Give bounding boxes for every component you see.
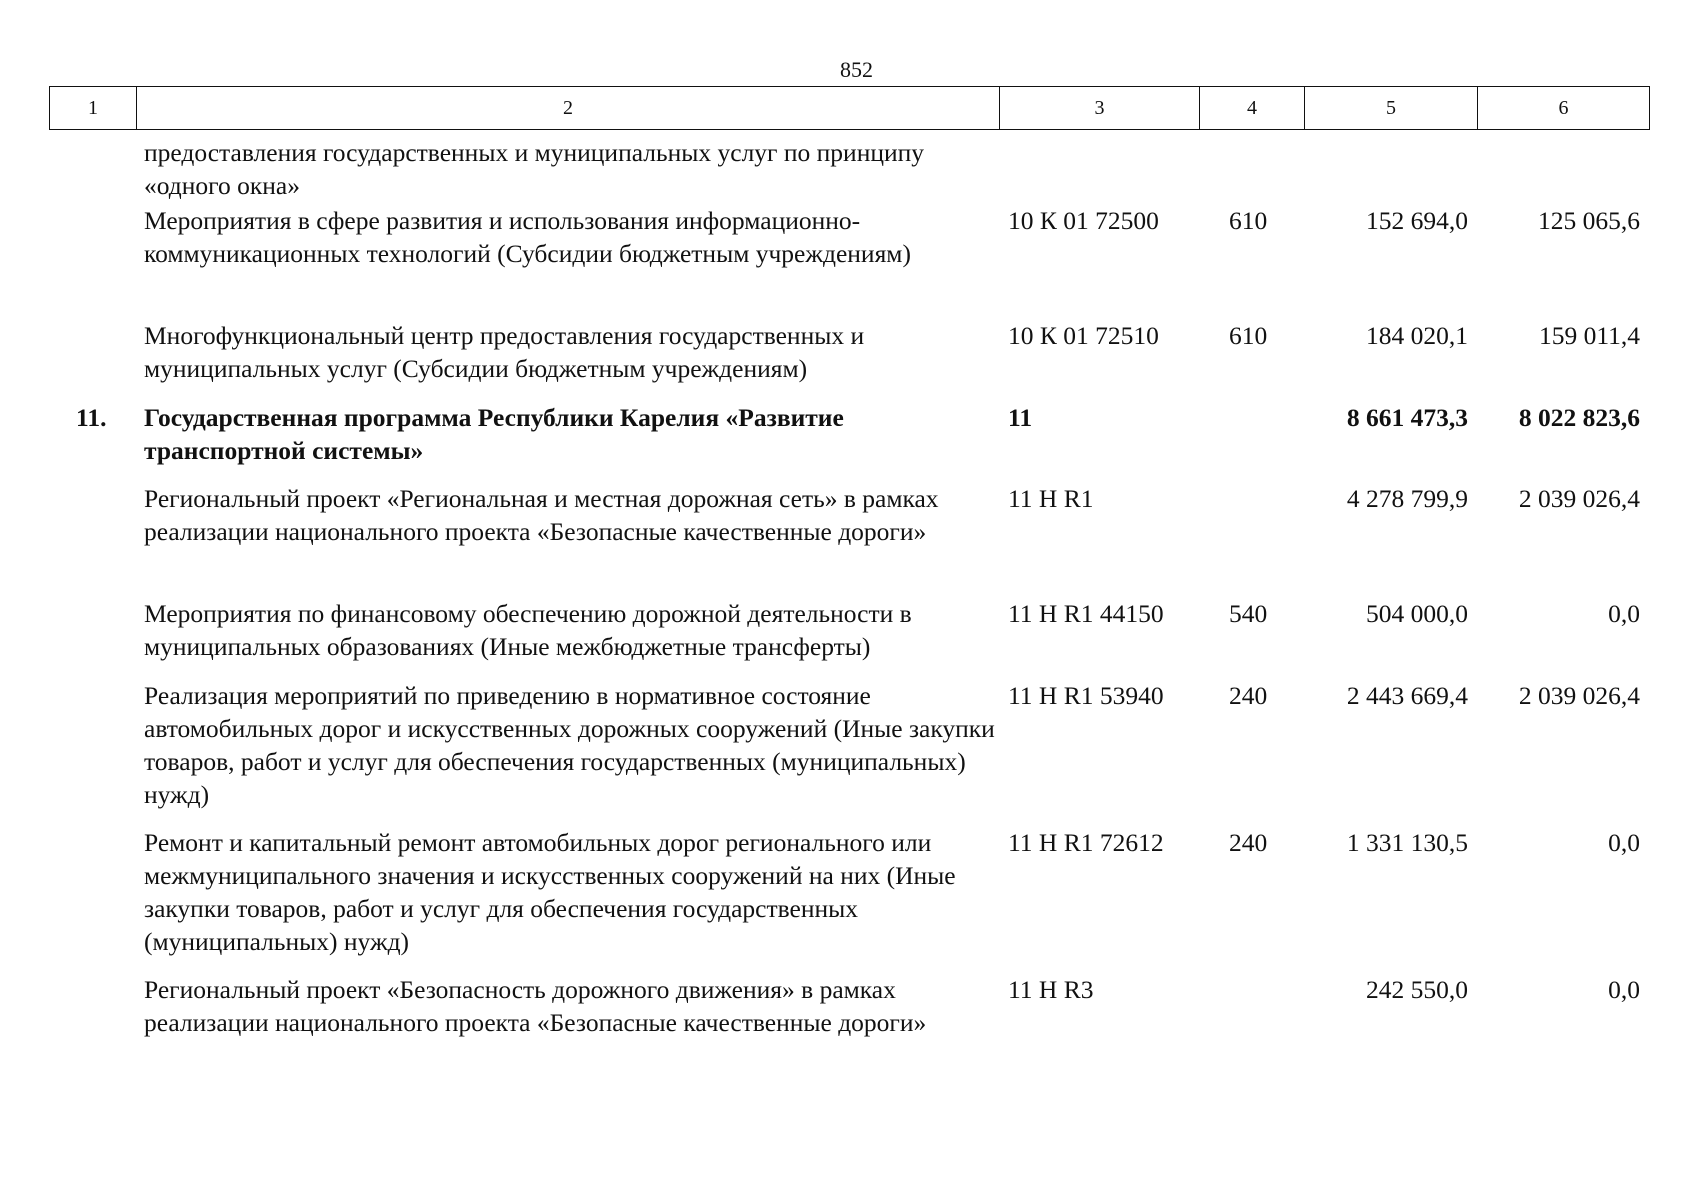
page-number: 852 [840,57,873,82]
row-code: 11 Н R1 72612 [1008,828,1164,857]
row-expense-type: 610 [1229,206,1268,235]
row-amount-2: 2 039 026,4 [1518,484,1640,513]
row-code: 11 [1008,403,1033,432]
row-amount-2: 2 039 026,4 [1518,681,1640,710]
row-expense-type [1199,401,1304,482]
row-expense-type: 240 [1229,828,1268,857]
row-code: 11 Н R1 53940 [1008,681,1164,710]
row-expense-type [1199,973,1304,1073]
row-amount-1: 8 661 473,3 [1346,403,1468,432]
table-row [49,973,1649,1073]
table-row [49,679,1649,826]
row-code: 11 Н R1 44150 [1008,599,1164,628]
row-amount-1: 4 278 799,9 [1346,484,1468,513]
row-code: 11 Н R1 [1008,484,1094,513]
column-header-table [49,86,1650,130]
row-number [49,204,136,319]
column-header-1: 1 [50,87,137,130]
row-amount-2: 0,0 [1608,975,1640,1004]
row-number [49,597,136,679]
row-number [49,319,136,401]
row-code [999,136,1199,204]
row-name: Мероприятия по финансовому обеспечению дорожной деятельности в муниципальных образованиях (Иные межбюджетные трансферты) [144,599,912,661]
budget-table-body [49,136,1649,1073]
row-name: Региональный проект «Безопасность дорожного движения» в рамках реализации национального проекта «Безопасные качественные дороги» [144,975,927,1037]
column-header-row [50,87,1650,130]
row-number [49,973,136,1073]
table-row [49,204,1649,319]
row-number [49,136,136,204]
row-amount-2: 0,0 [1608,599,1640,628]
row-amount-1: 184 020,1 [1366,321,1468,350]
row-code: 11 Н R3 [1008,975,1094,1004]
row-expense-type: 240 [1229,681,1268,710]
row-name: Государственная программа Республики Карелия «Развитие транспортной системы» [144,403,844,465]
row-name: Ремонт и капитальный ремонт автомобильных дорог регионального или межмуниципального значения и искусственных сооружений на них (Иные закупки товаров, работ и услуг для обеспечения государственных (муниципальных) нужд) [144,828,956,956]
row-amount-1: 504 000,0 [1366,599,1468,628]
table-row [49,826,1649,973]
column-header-3: 3 [1000,87,1200,130]
row-amount-1: 242 550,0 [1366,975,1468,1004]
row-amount-2: 159 011,4 [1538,321,1640,350]
row-expense-type [1199,482,1304,597]
column-header-4: 4 [1200,87,1305,130]
row-amount-1: 2 443 669,4 [1346,681,1468,710]
table-row [49,319,1649,401]
row-name: Реализация мероприятий по приведению в нормативное состояние автомобильных дорог и искусственных дорожных сооружений (Иные закупки товаров, работ и услуг для обеспечения государственных (муниципальных) нужд) [144,681,995,809]
row-expense-type: 610 [1229,321,1268,350]
row-name: предоставления государственных и муниципальных услуг по принципу «одного окна» [144,138,925,200]
row-amount-1 [1304,136,1477,204]
row-code: 10 К 01 72510 [1008,321,1159,350]
row-number [49,679,136,826]
table-row [49,597,1649,679]
row-code: 10 К 01 72500 [1008,206,1159,235]
table-row-program [49,401,1649,482]
row-amount-2: 8 022 823,6 [1518,403,1640,432]
column-header-6: 6 [1478,87,1650,130]
row-expense-type [1199,136,1304,204]
column-header-5: 5 [1305,87,1478,130]
row-name: Мероприятия в сфере развития и использования информационно-коммуникационных технологий (Субсидии бюджетным учреждениям) [144,206,911,268]
column-header-2: 2 [137,87,1000,130]
row-name: Региональный проект «Региональная и местная дорожная сеть» в рамках реализации национального проекта «Безопасные качественные дороги» [144,484,939,546]
row-number [49,826,136,973]
table-row [49,482,1649,597]
row-amount-2 [1477,136,1649,204]
row-amount-2: 0,0 [1608,828,1640,857]
row-number [49,482,136,597]
row-amount-2: 125 065,6 [1538,206,1640,235]
row-number: 11. [76,403,107,432]
row-expense-type: 540 [1229,599,1268,628]
row-amount-1: 1 331 130,5 [1346,828,1468,857]
table-row [49,136,1649,204]
row-amount-1: 152 694,0 [1366,206,1468,235]
row-name: Многофункциональный центр предоставления государственных и муниципальных услуг (Субсидии бюджетным учреждениям) [144,321,865,383]
